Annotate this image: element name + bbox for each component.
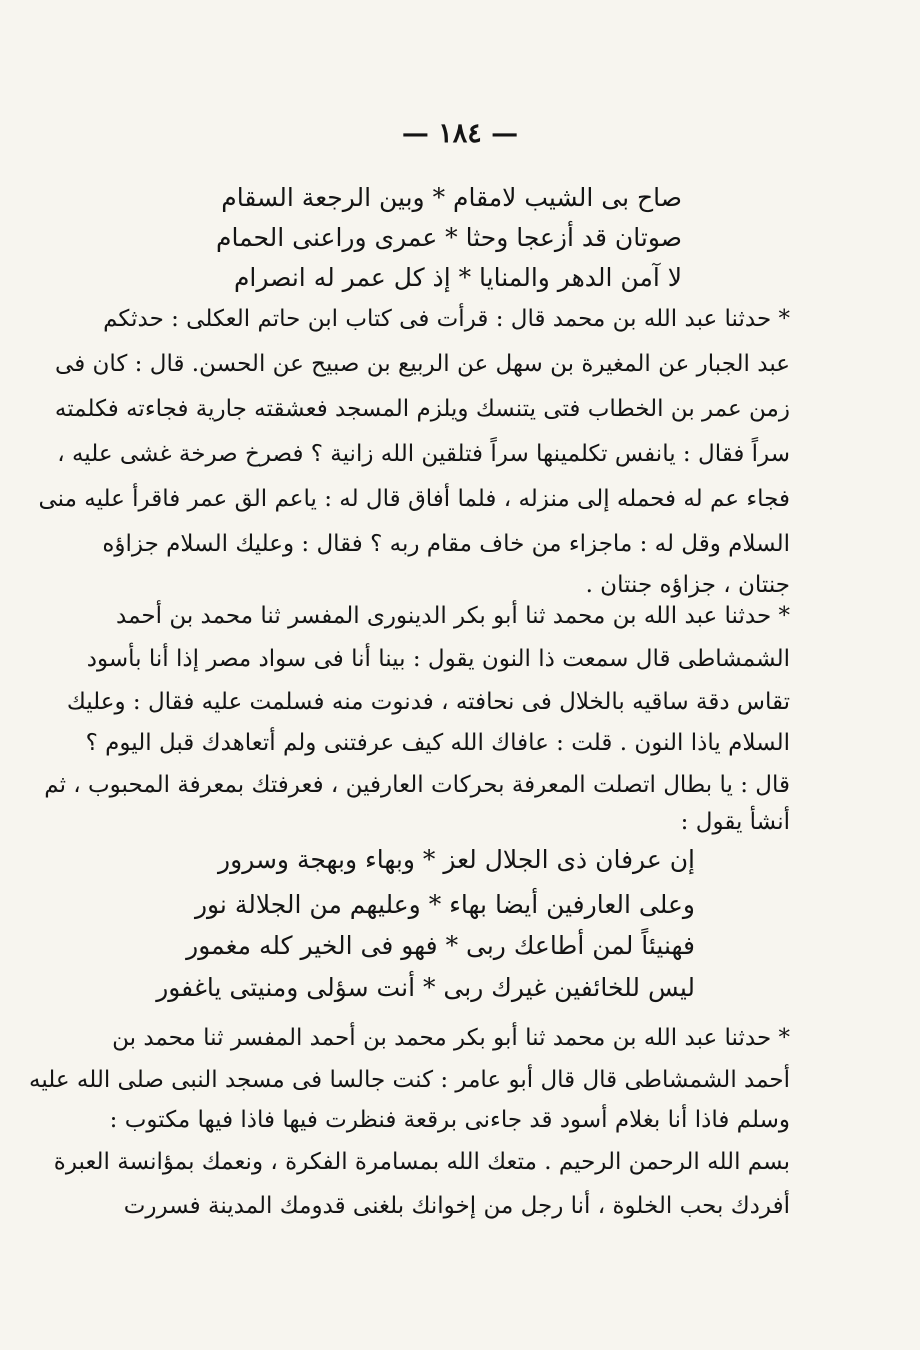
text-line: * حدثنا عبد الله بن محمد قال : قرأت فى كتاب ابن حاتم العكلى : حدثكم <box>103 306 790 332</box>
text-line: السلام ياذا النون . قلت : عافاك الله كيف عرفتنى ولم أتعاهدك قبل اليوم ؟ <box>85 730 790 756</box>
verse-line: صوتان قد أزعجا وحثا * عمرى وراعنى الحمام <box>215 223 682 252</box>
text-line: أحمد الشمشاطى قال قال أبو عامر : كنت جالسا فى مسجد النبى صلى الله عليه <box>28 1067 790 1093</box>
verse-line: صاح بى الشيب لامقام * وبين الرجعة السقام <box>221 183 682 212</box>
verse-line: لا آمن الدهر والمنايا * إذ كل عمر له انصرام <box>233 263 682 292</box>
verse-line: ليس للخائفين غيرك ربى * أنت سؤلى ومنيتى ياغفور <box>156 973 695 1002</box>
text-line: بسم الله الرحمن الرحيم . متعك الله بمسامرة الفكرة ، ونعمك بمؤانسة العبرة <box>53 1149 790 1175</box>
text-line: زمن عمر بن الخطاب فتى يتنسك ويلزم المسجد فعشقته جارية فجاءته فكلمته <box>54 396 790 422</box>
text-line: أنشأ يقول : <box>680 809 790 835</box>
text-line: وسلم فاذا أنا بغلام أسود قد جاءنى برقعة فنظرت فيها فاذا فيها مكتوب : <box>109 1107 790 1133</box>
text-line: عبد الجبار عن المغيرة بن سهل عن الربيع بن صبيح عن الحسن. قال : كان فى <box>55 351 790 377</box>
text-line: فجاء عم له فحمله إلى منزله ، فلما أفاق قال له : ياعم الق عمر فاقرأ عليه منى <box>38 486 790 512</box>
verse-line: فهنيئاً لمن أطاعك ربى * فهو فى الخير كله مغمور <box>186 931 695 960</box>
text-line: * حدثنا عبد الله بن محمد ثنا أبو بكر الدينورى المفسر ثنا محمد بن أحمد <box>116 603 790 629</box>
text-line: سراً فقال : يانفس تكلمينها سراً فتلقين الله زانية ؟ فصرخ صرخة غشى عليه ، <box>57 441 790 467</box>
text-line: أفردك بحب الخلوة ، أنا رجل من إخوانك بلغنى قدومك المدينة فسررت <box>123 1193 790 1219</box>
text-line: * حدثنا عبد الله بن محمد ثنا أبو بكر محمد بن أحمد المفسر ثنا محمد بن <box>112 1025 790 1051</box>
text-line: قال : يا بطال اتصلت المعرفة بحركات العارفين ، فعرفتك بمعرفة المحبوب ، ثم <box>44 772 790 798</box>
text-line: السلام وقل له : ماجزاء من خاف مقام ربه ؟ فقال : وعليك السلام جزاؤه <box>102 531 790 557</box>
text-line: جنتان ، جزاؤه جنتان . <box>585 572 790 598</box>
verse-line: وعلى العارفين أيضا بهاء * وعليهم من الجلالة نور <box>194 890 695 919</box>
text-line: تقاس دقة ساقيه بالخلال فى نحافته ، فدنوت منه فسلمت عليه فقال : وعليك <box>66 689 790 715</box>
verse-line: إن عرفان ذى الجلال لعز * وبهاء وبهجة وسرور <box>218 845 695 874</box>
text-line: الشمشاطى قال سمعت ذا النون يقول : بينا أنا فى سواد مصر إذا أنا بأسود <box>86 646 790 672</box>
page-number: — ١٨٤ — <box>401 118 519 149</box>
